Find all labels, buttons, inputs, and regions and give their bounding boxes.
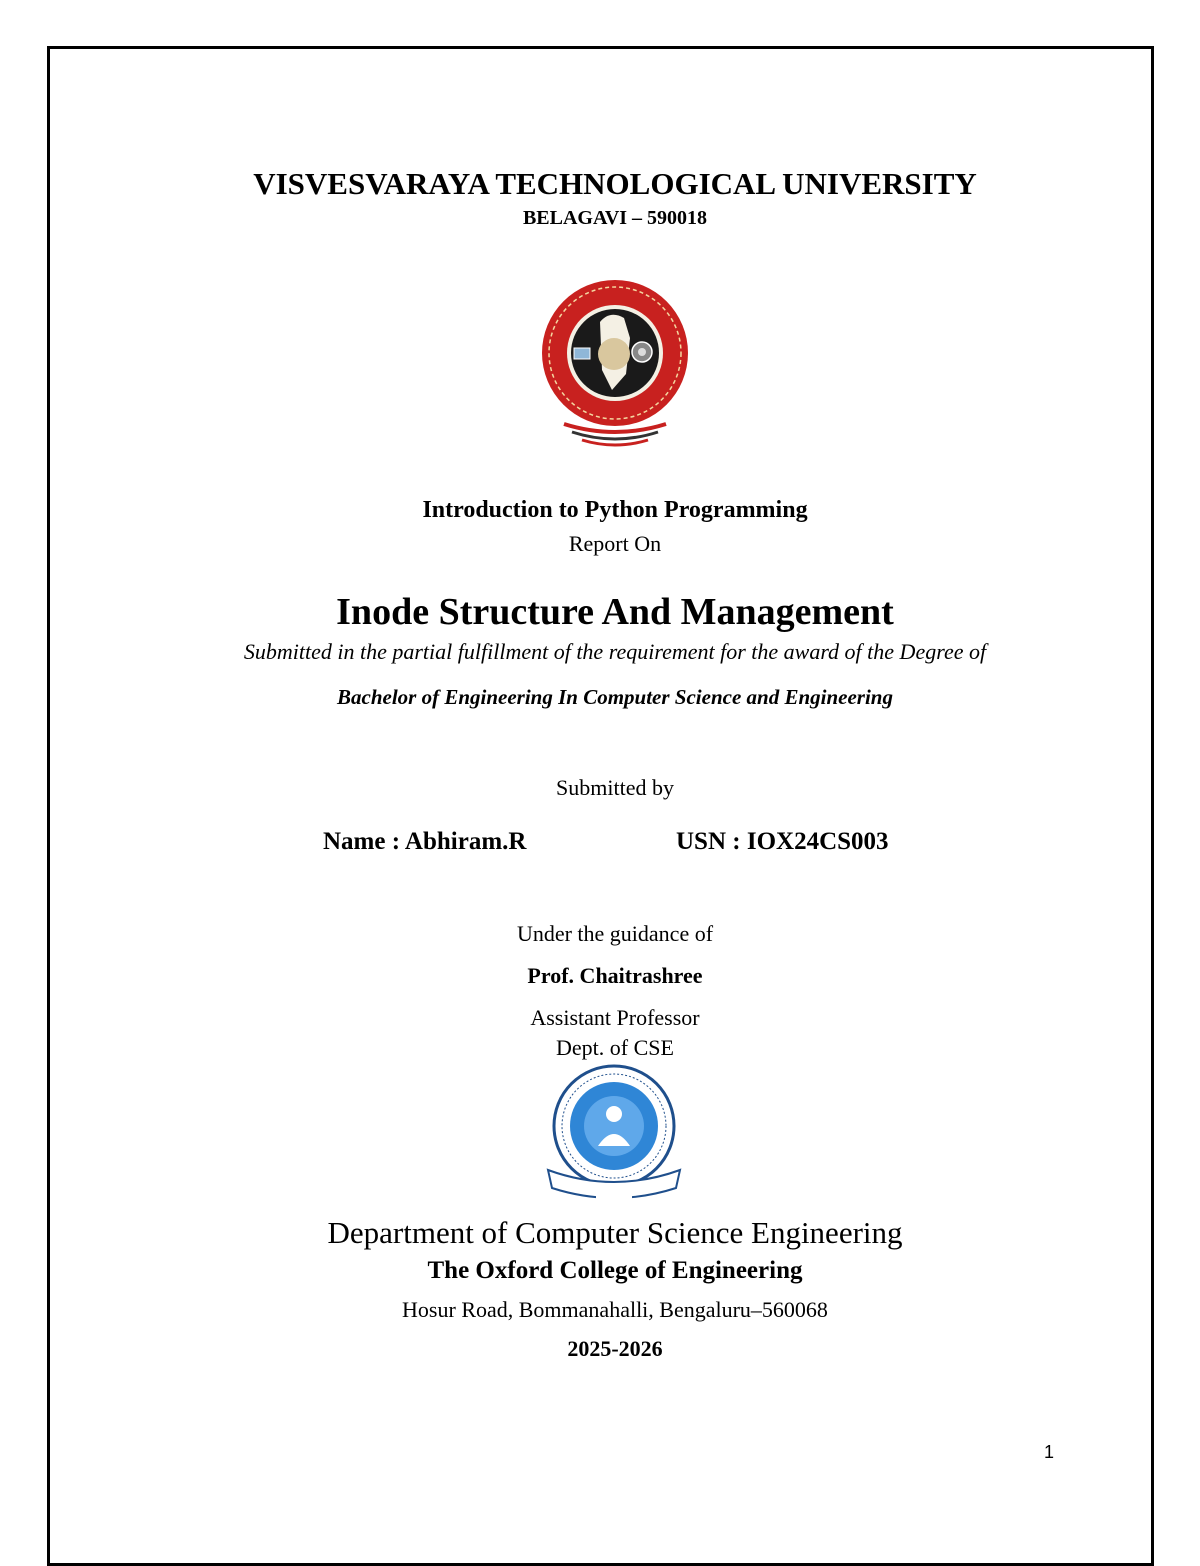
guide-name: Prof. Chaitrashree	[527, 963, 703, 988]
academic-year: 2025-2026	[567, 1336, 663, 1361]
guidance-label: Under the guidance of	[516, 921, 714, 946]
student-name: Name : Abhiram.R	[323, 828, 527, 855]
university-city: BELAGAVI – 590018	[522, 207, 708, 229]
oxford-logo	[538, 1062, 690, 1210]
guide-department: Dept. of CSE	[556, 1035, 674, 1060]
course-name: Introduction to Python Programming	[422, 497, 808, 523]
guide-role: Assistant Professor	[530, 1005, 700, 1030]
report-on-label: Report On	[568, 531, 662, 556]
college-address: Hosur Road, Bommanahalli, Bengaluru–560068	[402, 1297, 828, 1322]
report-title: Inode Structure And Management	[336, 591, 894, 633]
submitted-by-label: Submitted by	[556, 775, 674, 800]
college-name: The Oxford College of Engineering	[427, 1257, 803, 1284]
university-name: VISVESVARAYA TECHNOLOGICAL UNIVERSITY	[253, 166, 977, 201]
submission-statement: Submitted in the partial fulfillment of the requirement for the award of the Degree of	[243, 639, 987, 664]
vtu-logo	[538, 274, 692, 450]
page-number: 1	[1044, 1442, 1055, 1462]
student-usn: USN : IOX24CS003	[676, 828, 889, 855]
department-name: Department of Computer Science Engineering	[327, 1215, 903, 1250]
degree-name: Bachelor of Engineering In Computer Science and Engineering	[337, 685, 893, 709]
